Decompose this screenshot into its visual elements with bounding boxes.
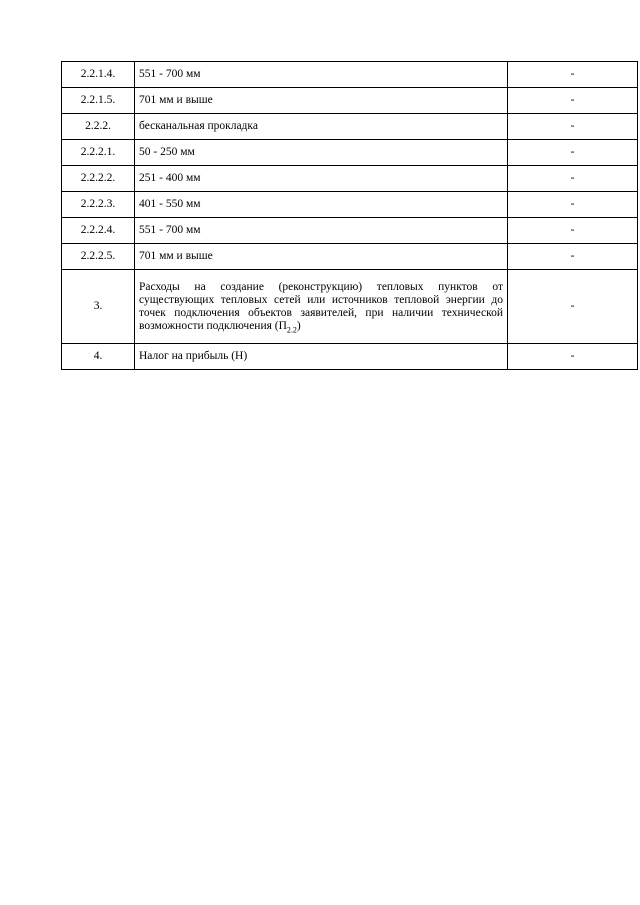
table-row	[62, 166, 638, 192]
row-number: 2.2.2.	[62, 114, 135, 140]
row-number: 3.	[62, 270, 135, 344]
table-row	[62, 192, 638, 218]
table-row	[62, 344, 638, 370]
table-row	[62, 140, 638, 166]
row-value: -	[508, 270, 638, 344]
row-name: 50 - 250 мм	[135, 140, 508, 166]
row-value: -	[508, 218, 638, 244]
table-row	[62, 244, 638, 270]
table-row	[62, 62, 638, 88]
row-name: 401 - 550 мм	[135, 192, 508, 218]
row-value: -	[508, 140, 638, 166]
cost-table	[61, 61, 638, 370]
row-name-subscript: 2.2	[286, 324, 297, 334]
row-name: 551 - 700 мм	[135, 218, 508, 244]
table-row	[62, 218, 638, 244]
row-number: 2.2.2.3.	[62, 192, 135, 218]
table-row	[62, 114, 638, 140]
row-number: 4.	[62, 344, 135, 370]
row-value: -	[508, 166, 638, 192]
row-name: Налог на прибыль (Н)	[135, 344, 508, 370]
row-name	[135, 270, 508, 344]
row-number: 2.2.2.5.	[62, 244, 135, 270]
row-name: 701 мм и выше	[135, 244, 508, 270]
row-value: -	[508, 114, 638, 140]
row-number: 2.2.1.5.	[62, 88, 135, 114]
row-value: -	[508, 62, 638, 88]
row-name: 701 мм и выше	[135, 88, 508, 114]
row-value: -	[508, 88, 638, 114]
row-name-suffix: )	[296, 319, 301, 332]
row-name: бесканальная прокладка	[135, 114, 508, 140]
row-number: 2.2.2.4.	[62, 218, 135, 244]
table-row	[62, 88, 638, 114]
table-row	[62, 270, 638, 344]
row-name: 251 - 400 мм	[135, 166, 508, 192]
row-number: 2.2.2.2.	[62, 166, 135, 192]
row-value: -	[508, 192, 638, 218]
row-name: 551 - 700 мм	[135, 62, 508, 88]
row-name-text: Расходы на создание (реконструкцию) тепловых пунктов от существующих тепловых сетей или источников тепловой энергии до точек подключения объектов заявителей, при наличии технической возможности подключения (П	[139, 280, 503, 332]
row-value: -	[508, 344, 638, 370]
row-value: -	[508, 244, 638, 270]
row-number: 2.2.1.4.	[62, 62, 135, 88]
row-number: 2.2.2.1.	[62, 140, 135, 166]
